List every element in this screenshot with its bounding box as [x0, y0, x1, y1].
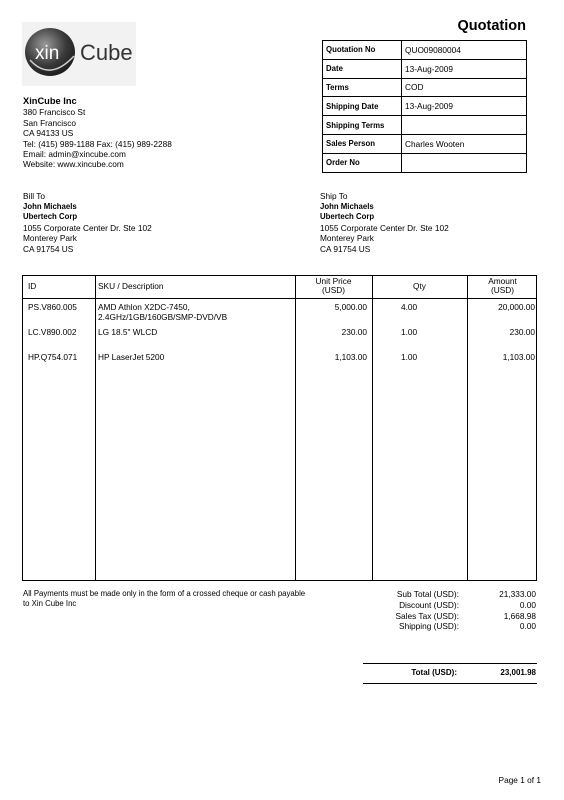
info-label: Sales Person — [323, 134, 402, 153]
quotation-info-table — [322, 40, 527, 173]
company-line: Website: www.xincube.com — [23, 159, 124, 170]
discount-value: 0.00 — [519, 599, 536, 610]
info-value: COD — [402, 78, 527, 97]
column-divider — [467, 276, 468, 580]
company-line: San Francisco — [23, 117, 77, 128]
totals-row — [330, 611, 537, 622]
item-unit-price: 230.00 — [341, 327, 367, 337]
bill-to-heading: Bill To — [23, 191, 45, 201]
header-unit-price-line1: Unit Price — [315, 276, 352, 286]
item-id: PS.V860.005 — [28, 302, 77, 312]
ship-to-line: CA 91754 US — [320, 243, 371, 254]
discount-label: Discount (USD): — [399, 599, 459, 610]
header-unit-price — [295, 277, 372, 299]
document-title: Quotation — [457, 18, 526, 34]
ship-to-block — [320, 191, 449, 255]
company-name: XinCube Inc — [23, 96, 77, 106]
bill-to-company: Ubertech Corp — [23, 212, 78, 222]
header-sku: SKU / Description — [98, 281, 164, 291]
bill-to-contact: John Michaels — [23, 201, 77, 211]
header-amount — [467, 277, 538, 299]
payment-note-line: All Payments must be made only in the form of a crossed cheque or cash payable — [23, 589, 306, 598]
item-description: HP LaserJet 5200 — [98, 352, 165, 362]
items-table — [22, 275, 537, 581]
company-line: 380 Francisco St — [23, 107, 86, 118]
info-value: QUO09080004 — [402, 41, 527, 60]
logo-text-left: xin — [35, 43, 60, 64]
bill-to-line: 1055 Corporate Center Dr. Ste 102 — [23, 222, 152, 233]
company-line: Email: admin@xincube.com — [23, 149, 126, 160]
ship-to-contact: John Michaels — [320, 201, 374, 211]
subtotal-label: Sub Total (USD): — [396, 589, 459, 599]
payment-note-line: to Xin Cube Inc — [23, 599, 77, 608]
bill-to-line: CA 91754 US — [23, 243, 74, 254]
ship-to-line: 1055 Corporate Center Dr. Ste 102 — [320, 222, 449, 233]
ship-to-company: Ubertech Corp — [320, 212, 375, 222]
info-row — [323, 59, 527, 78]
item-amount: 1,103.00 — [502, 352, 535, 362]
bill-to-block — [23, 191, 152, 255]
item-id: LC.V890.002 — [28, 327, 77, 337]
header-amount-line2: (USD) — [490, 285, 515, 295]
totals-row — [330, 600, 537, 611]
company-line: Tel: (415) 989-1188 Fax: (415) 989-2288 — [23, 138, 172, 149]
company-logo — [22, 22, 136, 86]
ship-to-line: Monterey Park — [320, 233, 374, 244]
total-divider-top — [363, 663, 537, 664]
header-qty: Qty — [413, 281, 426, 291]
item-description: LG 18.5" WLCD — [98, 327, 158, 337]
info-value — [402, 153, 527, 172]
info-value: Charles Wooten — [402, 134, 527, 153]
shipping-label: Shipping (USD): — [399, 621, 459, 632]
info-value: 13-Aug-2009 — [402, 97, 527, 116]
info-row — [323, 78, 527, 97]
info-row — [323, 116, 527, 135]
page-number: Page 1 of 1 — [498, 775, 541, 785]
company-line: CA 94133 US — [23, 128, 74, 139]
item-amount: 20,000.00 — [498, 302, 535, 312]
header-amount-line1: Amount — [488, 276, 517, 286]
sales-tax-value: 1,668.98 — [503, 610, 536, 621]
grand-total-value: 23,001.98 — [500, 668, 536, 677]
shipping-value: 0.00 — [519, 621, 536, 632]
info-row — [323, 153, 527, 172]
payment-note — [23, 589, 313, 609]
bill-to-line: Monterey Park — [23, 233, 77, 244]
info-label: Quotation No — [323, 41, 402, 60]
company-block — [23, 96, 172, 170]
logo-text-right: Cube — [80, 40, 133, 65]
item-description: AMD Athlon X2DC-7450, — [98, 302, 190, 312]
item-qty: 1.00 — [401, 327, 418, 337]
info-row — [323, 97, 527, 116]
totals-block — [330, 589, 537, 632]
total-divider-bottom — [363, 683, 537, 684]
item-qty: 4.00 — [401, 302, 418, 312]
info-label: Date — [323, 59, 402, 78]
header-id: ID — [28, 281, 37, 291]
info-label: Order No — [323, 153, 402, 172]
info-label: Shipping Terms — [323, 116, 402, 135]
totals-row — [330, 621, 537, 632]
info-label: Shipping Date — [323, 97, 402, 116]
header-unit-price-line2: (USD) — [321, 285, 346, 295]
subtotal-value: 21,333.00 — [499, 589, 536, 599]
info-row — [323, 134, 527, 153]
column-divider — [295, 276, 296, 580]
column-divider — [372, 276, 373, 580]
item-unit-price: 5,000.00 — [334, 302, 367, 312]
info-label: Terms — [323, 78, 402, 97]
info-row — [323, 41, 527, 60]
item-unit-price: 1,103.00 — [334, 352, 367, 362]
column-divider — [95, 276, 96, 580]
grand-total-label: Total (USD): — [411, 668, 457, 677]
ship-to-heading: Ship To — [320, 191, 348, 201]
item-id: HP.Q754.071 — [28, 352, 78, 362]
info-value: 13-Aug-2009 — [402, 59, 527, 78]
sales-tax-label: Sales Tax (USD): — [395, 610, 459, 621]
totals-row — [330, 589, 537, 600]
item-amount: 230.00 — [509, 327, 535, 337]
item-qty: 1.00 — [401, 352, 418, 362]
grand-total-row — [363, 668, 537, 680]
item-description-cont: 2.4GHz/1GB/160GB/SMP-DVD/VB — [98, 312, 228, 322]
info-value — [402, 116, 527, 135]
